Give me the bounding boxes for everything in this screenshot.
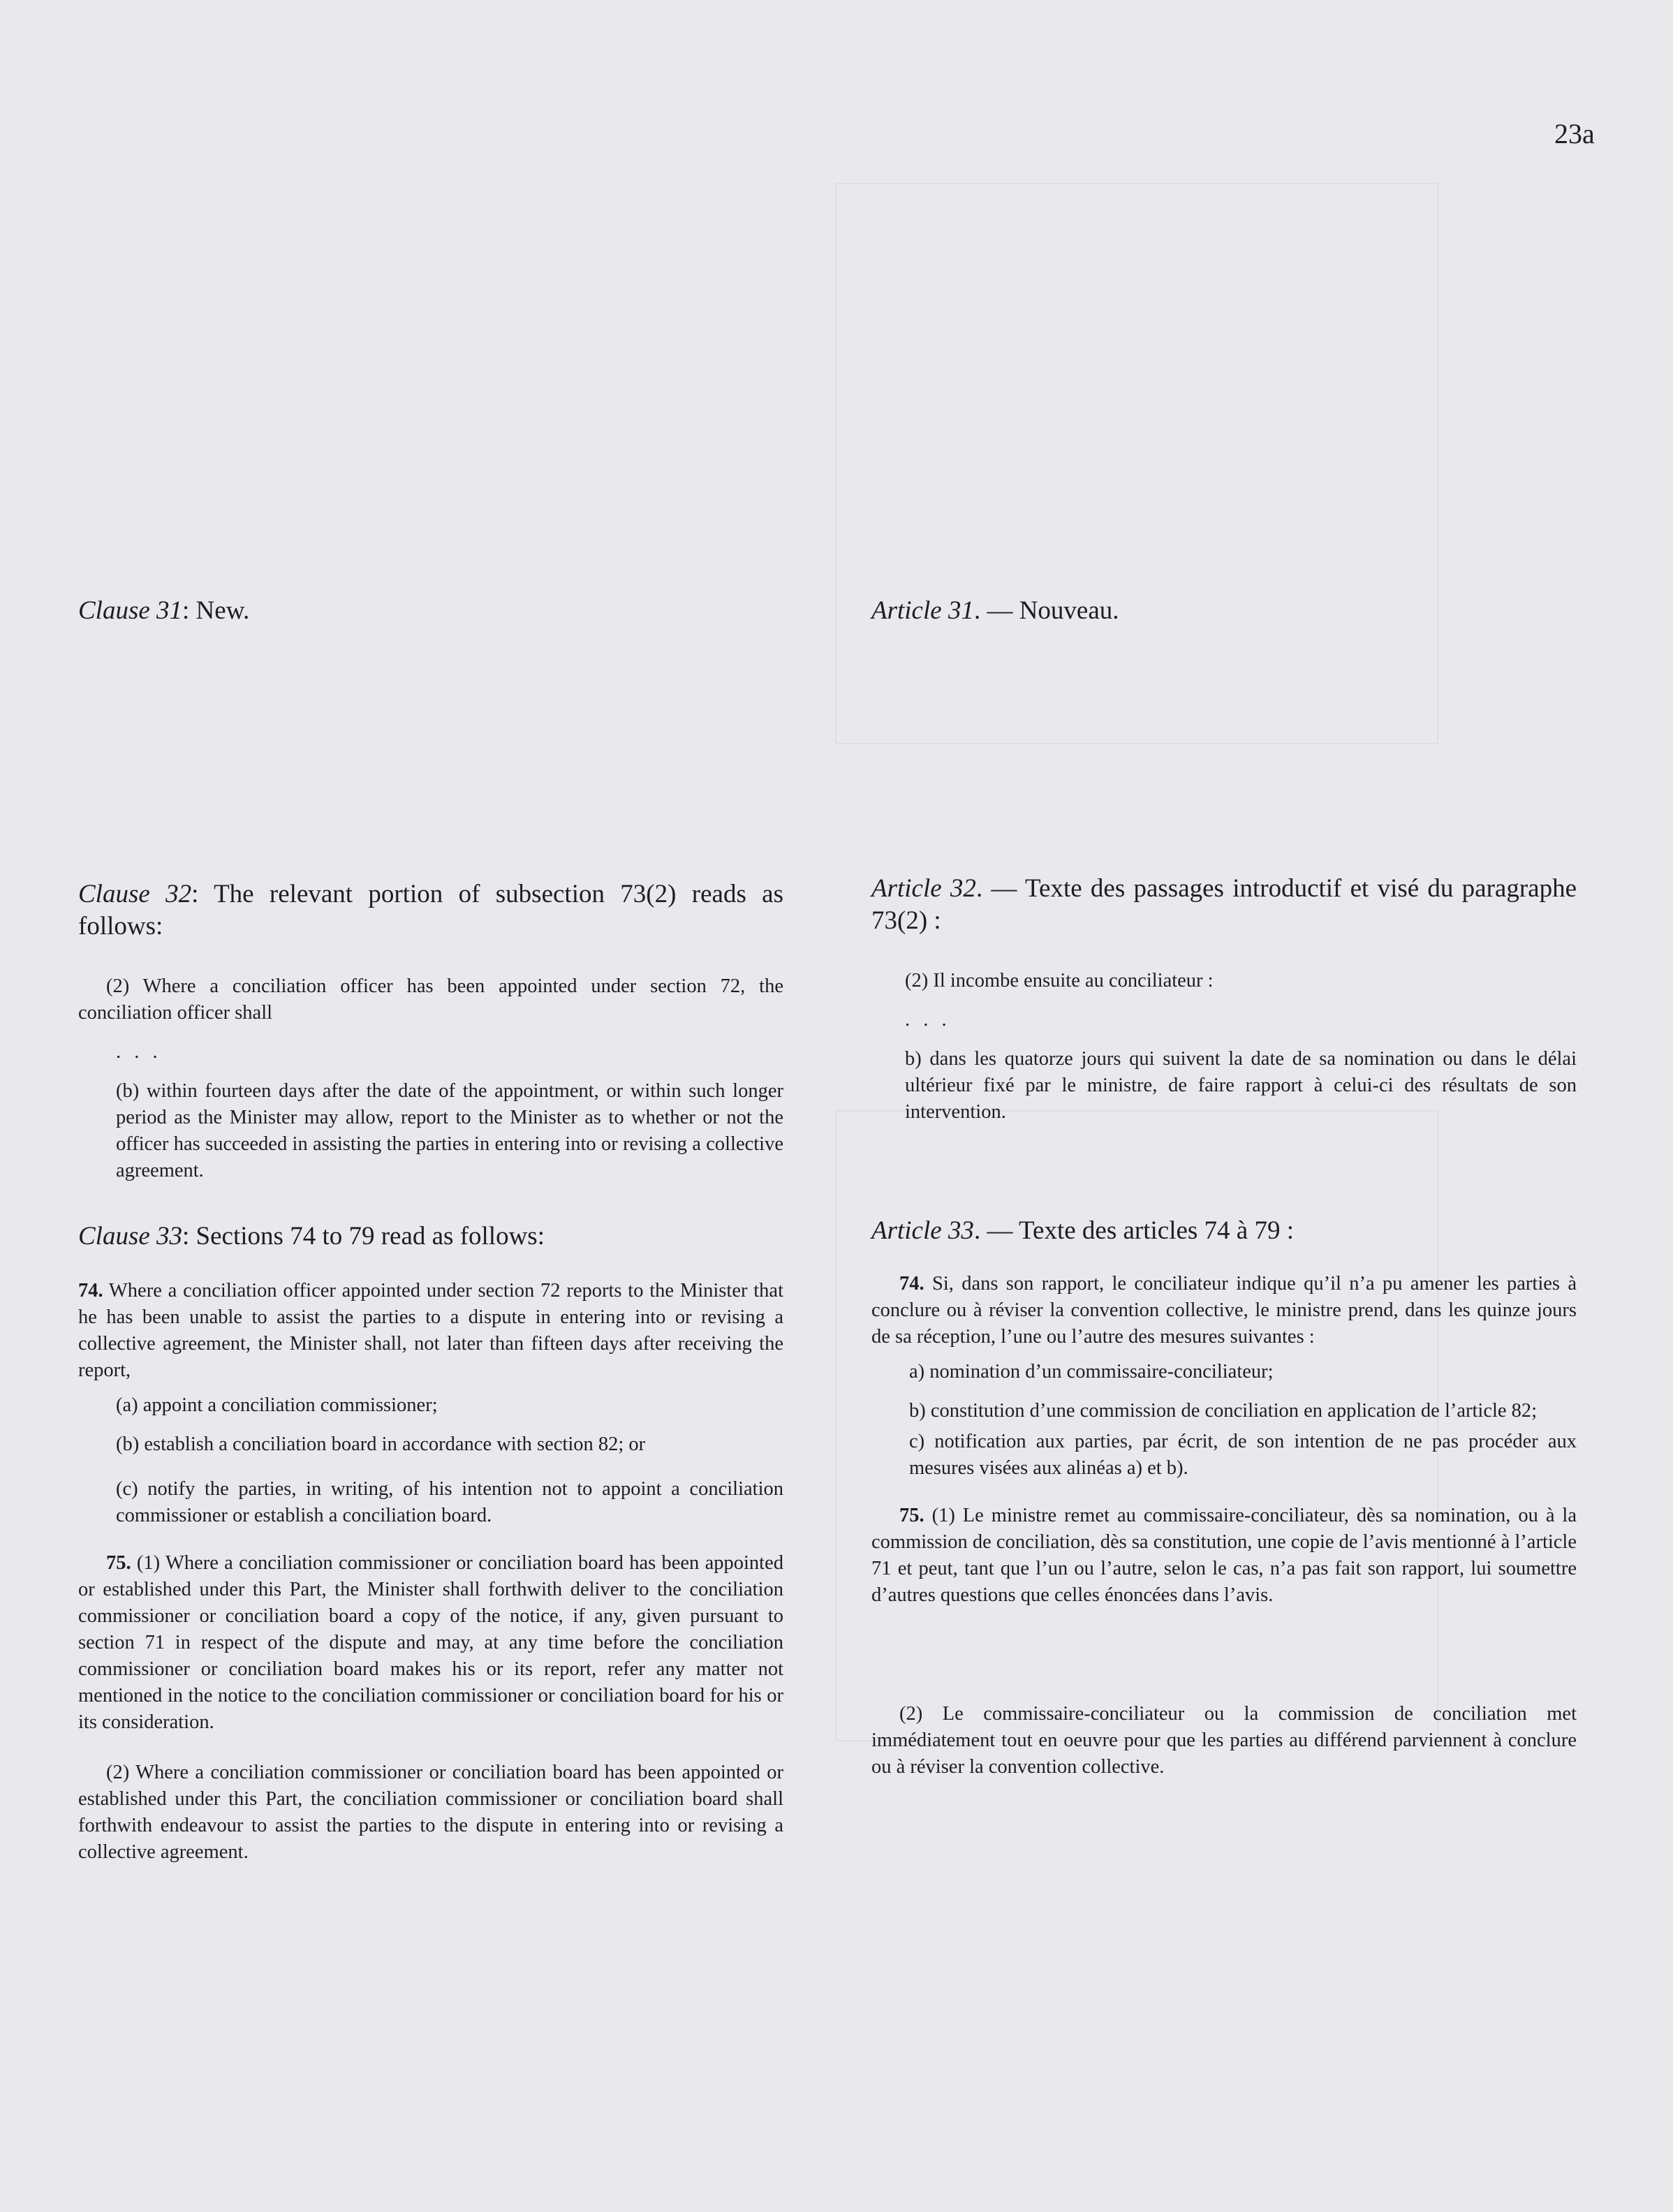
article-75-2: (2) Le commissaire-conciliateur ou la commission de conciliation met immédiatement tout en oeuvre pour que les parties au différend parviennent à conclure ou à réviser la convention collective. (871, 1703, 1577, 1778)
subsection-73-2-intro: (2) Where a conciliation officer has been appointed under section 72, the conciliation officer shall (78, 975, 783, 1024)
article-33-label: Article 33 (871, 1216, 974, 1245)
article-32-label: Article 32 (871, 874, 976, 903)
clause-32-text: : The relevant portion of subsection 73(2) reads as follows: (78, 880, 784, 941)
english-column (78, 595, 783, 627)
paragraphe-73-2-intro: (2) Il incombe ensuite au conciliateur : (905, 970, 1214, 991)
section-74 (78, 1278, 783, 1384)
article-32-heading (871, 873, 1577, 937)
clause-32-label: Clause 32 (78, 880, 192, 908)
ellipsis: . . . (116, 1041, 162, 1063)
ellipsis: . . . (905, 1009, 951, 1031)
section-75-1 (78, 1550, 783, 1736)
article-33-text: . — Texte des articles 74 à 79 : (973, 1216, 1295, 1245)
french-column (871, 595, 1577, 627)
clause-31-text: : New. (182, 596, 250, 625)
section-74-c: (c) notify the parties, in writing, of his intention not to appoint a conciliation commissioner or establish a conciliation board. (116, 1478, 783, 1526)
clause-33-label: Clause 33 (78, 1222, 183, 1251)
article-33-heading (871, 1215, 1577, 1247)
article-75-1-text: (1) Le ministre remet au commissaire-conciliateur, dès sa nomination, ou à la commission de conciliation, dès sa constitution, une copie de l’avis mentionné à l’article 71 et peut, tant que l’un ou l’autre, selon le cas, n’a pas fait son rapport, lui soumettre d’autres questions que celles énoncées dans l’avis. (871, 1505, 1577, 1606)
section-74-text: Where a conciliation officer appointed under section 72 reports to the Minister that he has been unable to assist the parties to a dispute in entering into or revising a collective agreement, the Minister shall, not later than fifteen days after receiving the report, (78, 1280, 783, 1381)
article-32-text: . — Texte des passages introductif et visé du paragraphe 73(2) : (871, 874, 1577, 935)
article-74-number: 74. (899, 1273, 924, 1295)
clause-32-heading (78, 878, 783, 943)
section-75-1-text: (1) Where a conciliation commissioner or conciliation board has been appointed or established under this Part, the Minister shall forthwith deliver to the conciliation commissioner or conciliation board a copy of the notice, if any, given pursuant to section 71 in respect of the dispute and may, at any time before the conciliation commissioner or conciliation board makes his or its report, refer any matter not mentioned in the notice to the conciliation commissioner or conciliation board for his or its consideration. (78, 1552, 783, 1733)
article-74 (871, 1271, 1577, 1350)
clause-31-heading (78, 595, 783, 627)
french-column-article-32 (871, 873, 1577, 1138)
article-75-1 (871, 1503, 1577, 1609)
english-column-clause-33 (78, 1221, 783, 1878)
french-column-article-33 (871, 1215, 1577, 1793)
article-31-text: . — Nouveau. (973, 596, 1119, 625)
section-74-number: 74. (78, 1280, 103, 1302)
article-74-text: Si, dans son rapport, le conciliateur indique qu’il n’a pu amener les parties à conclure ou à réviser la convention collective, le ministre prend, dans les quinze jours de sa réception, l’une ou l’autre des mesures suivantes : (871, 1273, 1577, 1348)
section-75-2: (2) Where a conciliation commissioner or conciliation board has been appointed or established under this Part, the conciliation commissioner or conciliation board shall forthwith endeavour to assist the parties to the dispute in entering into or revising a collective agreement. (78, 1762, 783, 1863)
paragraph-73-2-b: (b) within fourteen days after the date of the appointment, or within such longer period as the Minister may allow, report to the Minister as to whether or not the officer has succeeded in assisting the parties in entering into or revising a collective agreement. (116, 1080, 783, 1181)
section-75-number: 75. (106, 1552, 131, 1574)
page-number: 23a (1554, 118, 1595, 149)
english-column-clause-32 (78, 878, 783, 1197)
clause-31-label: Clause 31 (78, 596, 183, 625)
article-31-heading (871, 595, 1577, 627)
article-75-number: 75. (899, 1505, 924, 1526)
section-74-a: (a) appoint a conciliation commissioner; (116, 1394, 438, 1416)
article-74-c: c) notification aux parties, par écrit, de son intention de ne pas procéder aux mesures visées aux alinéas a) et b). (909, 1431, 1577, 1479)
article-74-b: b) constitution d’une commission de conciliation en application de l’article 82; (909, 1400, 1538, 1422)
section-74-b: (b) establish a conciliation board in accordance with section 82; or (116, 1433, 646, 1455)
article-74-a: a) nomination d’un commissaire-conciliateur; (909, 1361, 1274, 1382)
bleed-through-box (835, 183, 1438, 744)
alinea-73-2-b: b) dans les quatorze jours qui suivent la date de sa nomination ou dans le délai ultérieur fixé par le ministre, de faire rapport à celui-ci des résultats de son intervention. (905, 1048, 1577, 1123)
article-31-label: Article 31 (871, 596, 974, 625)
clause-33-heading (78, 1221, 783, 1253)
clause-33-text: : Sections 74 to 79 read as follows: (182, 1222, 545, 1251)
